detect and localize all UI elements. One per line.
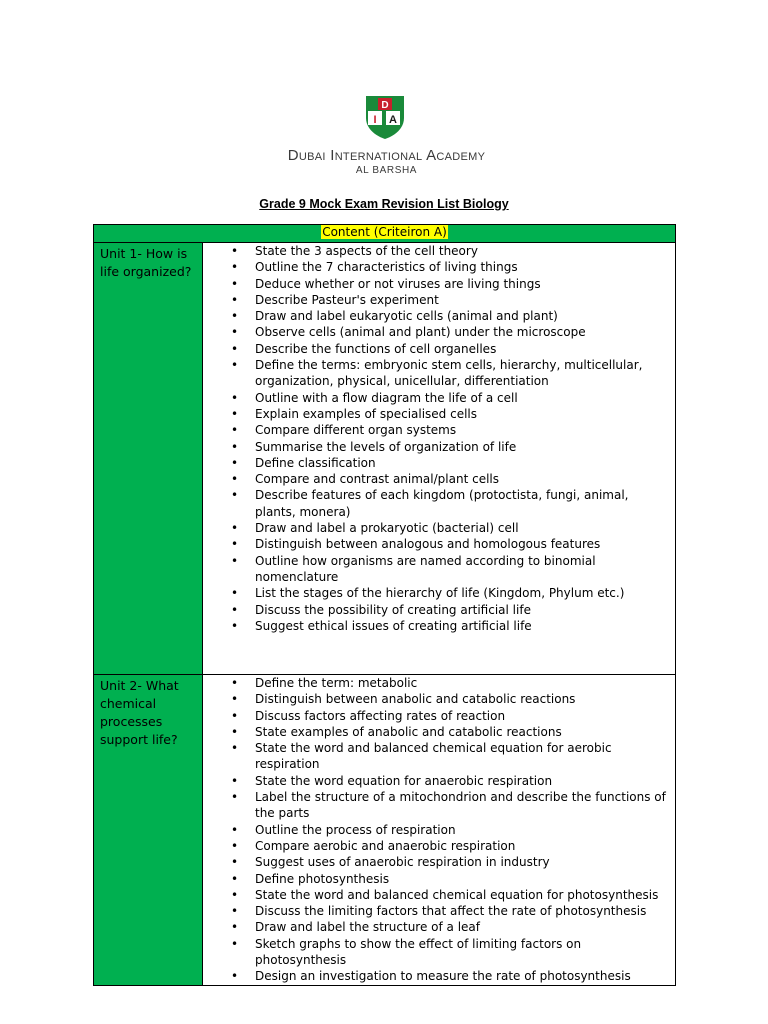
academy-campus: AL BARSHA: [355, 165, 418, 176]
academy-crest-logo: [364, 94, 406, 140]
list-item: • Observe cells (animal and plant) under the microscope: [203, 324, 669, 340]
unit-row-2: [94, 675, 676, 986]
list-item: • Draw and label eukaryotic cells (animal and plant): [203, 308, 669, 324]
list-item: • Describe features of each kingdom (protoctista, fungi, animal, plants, monera): [203, 487, 669, 520]
list-item: • Discuss the possibility of creating artificial life: [203, 602, 669, 618]
list-item: • Draw and label a prokaryotic (bacterial) cell: [203, 520, 669, 536]
list-item: • Discuss factors affecting rates of reaction: [203, 708, 669, 724]
list-item: • Suggest ethical issues of creating artificial life: [203, 618, 669, 634]
list-item: • Define the term: metabolic: [203, 675, 669, 691]
list-item: • Explain examples of specialised cells: [203, 406, 669, 422]
list-item: • State the 3 aspects of the cell theory: [203, 243, 669, 259]
topic-list-cell: [203, 243, 676, 675]
list-item: • Discuss the limiting factors that affect the rate of photosynthesis: [203, 903, 669, 919]
list-item: • State the word equation for anaerobic respiration: [203, 773, 669, 789]
crest-letter-a: A: [389, 114, 397, 126]
list-item: • State examples of anabolic and catabolic reactions: [203, 724, 669, 740]
list-item: • Distinguish between analogous and homologous features: [203, 536, 669, 552]
table-header: [94, 225, 676, 243]
list-item: • State the word and balanced chemical equation for photosynthesis: [203, 887, 669, 903]
academy-name: [284, 147, 489, 164]
list-item: • Draw and label the structure of a leaf: [203, 919, 669, 935]
list-item: • Deduce whether or not viruses are living things: [203, 276, 669, 292]
list-item: • Define classification: [203, 455, 669, 471]
crest-letter-d: D: [381, 100, 389, 111]
revision-table: [93, 224, 676, 986]
list-item: • Define photosynthesis: [203, 871, 669, 887]
list-item: • List the stages of the hierarchy of life (Kingdom, Phylum etc.): [203, 585, 669, 601]
unit-label-cell: [94, 243, 203, 675]
unit-label: Unit 2- What chemical processes support life?: [100, 678, 179, 747]
list-item: • Describe Pasteur's experiment: [203, 292, 669, 308]
list-item: • Compare different organ systems: [203, 422, 669, 438]
list-item: • Outline the 7 characteristics of living things: [203, 259, 669, 275]
list-item: • State the word and balanced chemical equation for aerobic respiration: [203, 740, 669, 773]
unit-row-1: [94, 243, 676, 675]
list-item: • Outline the process of respiration: [203, 822, 669, 838]
list-item: • Summarise the levels of organization of life: [203, 439, 669, 455]
list-item: • Outline with a flow diagram the life of a cell: [203, 390, 669, 406]
unit-label: Unit 1- How is life organized?: [100, 246, 192, 279]
list-item: • Compare aerobic and anaerobic respiration: [203, 838, 669, 854]
topic-list: [203, 675, 675, 985]
list-item: • Define the terms: embryonic stem cells, hierarchy, multicellular, organization, physical, unicellular, differentiation: [203, 357, 669, 390]
list-item: • Distinguish between anabolic and catabolic reactions: [203, 691, 669, 707]
topic-list: [203, 243, 675, 634]
list-item: • Sketch graphs to show the effect of limiting factors on photosynthesis: [203, 936, 669, 969]
table-header-label: Content (Criteiron A): [322, 225, 447, 239]
topic-list-cell: [203, 675, 676, 986]
unit-label-cell: [94, 675, 203, 986]
list-item: • Design an investigation to measure the rate of photosynthesis: [203, 968, 669, 984]
table-header-row: [94, 225, 676, 243]
list-item: • Outline how organisms are named according to binomial nomenclature: [203, 553, 669, 586]
list-item: • Label the structure of a mitochondrion and describe the functions of the parts: [203, 789, 669, 822]
crest-letter-i: I: [373, 114, 377, 126]
list-item: • Suggest uses of anaerobic respiration in industry: [203, 854, 669, 870]
document-title: Grade 9 Mock Exam Revision List Biology: [259, 197, 509, 211]
list-item: • Compare and contrast animal/plant cells: [203, 471, 669, 487]
academy-name-text: Dubai International Academy: [287, 147, 486, 164]
list-item: • Describe the functions of cell organelles: [203, 341, 669, 357]
